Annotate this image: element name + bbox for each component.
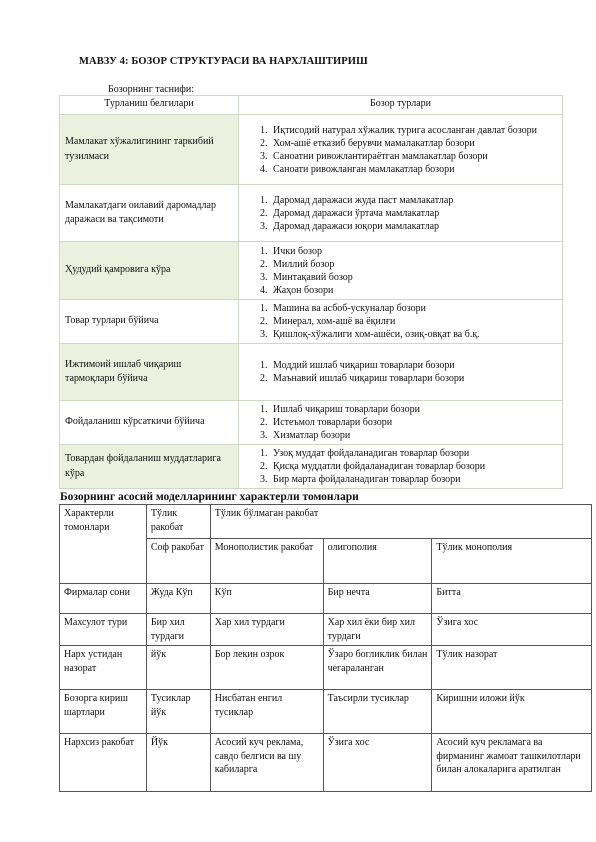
table-cell: Нисбатан енгил тусиклар: [210, 690, 323, 734]
types-cell: [239, 300, 563, 344]
page-title: МАВЗУ 4: БОЗОР СТРУКТУРАСИ ВА НАРХЛАШТИРИШ: [79, 56, 368, 67]
table-row: [60, 734, 592, 792]
types-list: [244, 124, 557, 176]
table-cell: Асосий куч рекламага ва фирманинг жамоат ташкилотлари билан алокаларига аратилган: [432, 734, 592, 792]
table-header-row: [60, 505, 592, 539]
table-row: [60, 690, 592, 734]
table-row: [60, 646, 592, 690]
header-criteria: Турланиш белгилари: [60, 96, 239, 115]
list-item: 1. Ишлаб чиқариш товарлари бозори: [270, 403, 557, 416]
list-item: 2. Маънавий ишлаб чиқариш товарлари бозори: [270, 372, 557, 385]
table-row: [60, 584, 592, 614]
list-item: 2. Миллий бозор: [270, 258, 557, 271]
header-monopolistic-competition: Монополистик ракобат: [210, 539, 323, 584]
list-item: 1. Ички бозор: [270, 245, 557, 258]
table-header-row: [60, 96, 563, 115]
list-item: 2. Хом-ашё етказиб берувчи мамалакатлар бозори: [270, 137, 557, 150]
types-list: [244, 403, 557, 442]
table-cell: Фирмалар сони: [60, 584, 147, 614]
criterion-cell: Товардан фойдаланиш муддатларига кўра: [60, 445, 239, 489]
list-item: 1. Иқтисодий натурал хўжалик турига асосланган давлат бозори: [270, 124, 557, 137]
types-cell: [239, 401, 563, 445]
table-cell: Хар хил турдаги: [210, 614, 323, 646]
table-cell: Йўк: [146, 734, 210, 792]
table-row: [60, 300, 563, 344]
table-cell: Жуда Кўп: [146, 584, 210, 614]
criterion-cell: Мамлакат хўжалигининг таркибий тузилмаси: [60, 115, 239, 185]
table-cell: Ўзига хос: [432, 614, 592, 646]
table-cell: Ўзаро богликлик билан чегараланган: [323, 646, 432, 690]
table-cell: Бир хил турдаги: [146, 614, 210, 646]
market-models-table: [59, 504, 592, 792]
table-cell: Бир нечта: [323, 584, 432, 614]
types-cell: [239, 344, 563, 401]
types-list: [244, 245, 557, 297]
header-perfect-competition: Тўлик ракобат: [146, 505, 210, 539]
list-item: 4. Саноати ривожланган мамлакатлар бозори: [270, 163, 557, 176]
criterion-cell: Фойдаланиш кўрсаткичи бўйича: [60, 401, 239, 445]
header-pure-competition: Соф ракобат: [146, 539, 210, 584]
types-list: [244, 359, 557, 385]
table-cell: Тўлик назорат: [432, 646, 592, 690]
table-cell: Нарх устидан назорат: [60, 646, 147, 690]
types-cell: [239, 185, 563, 242]
table-cell: Ўзига хос: [323, 734, 432, 792]
criterion-cell: Мамлакатдаги оилавий даромадлар даражаси ва тақсимоти: [60, 185, 239, 242]
market-classification-table: [59, 95, 563, 489]
table-cell: Кўп: [210, 584, 323, 614]
list-item: 2. Минерал, хом-ашё ва ёқилғи: [270, 315, 557, 328]
table-cell: Нархсиз ракобат: [60, 734, 147, 792]
table-cell: Киришни иложи йўк: [432, 690, 592, 734]
list-item: 3. Хизматлар бозори: [270, 429, 557, 442]
list-item: 2. Қисқа муддатли фойдаланадиган товарлар бозори: [270, 460, 557, 473]
header-characteristics: Характерли томонлари: [60, 505, 147, 584]
table-row: [60, 445, 563, 489]
types-cell: [239, 115, 563, 185]
criterion-cell: Товар турлари бўйича: [60, 300, 239, 344]
table-row: [60, 401, 563, 445]
list-item: 3. Саноатни ривожлантираётган мамлакатлар бозори: [270, 150, 557, 163]
header-monopoly: Тўлик монополия: [432, 539, 592, 584]
section-subtitle: Бозорнинг асосий моделларининг характерли томонлари: [60, 491, 359, 503]
table-cell: йўк: [146, 646, 210, 690]
list-item: 1. Машина ва асбоб-ускуналар бозори: [270, 302, 557, 315]
list-item: 1. Моддий ишлаб чиқариш товарлари бозори: [270, 359, 557, 372]
table-cell: Битта: [432, 584, 592, 614]
table-caption: Бозорнинг таснифи:: [108, 84, 194, 95]
list-item: 3. Даромад даражаси юқори мамлакатлар: [270, 220, 557, 233]
list-item: 3. Бир марта фойдаланадиган товарлар бозори: [270, 473, 557, 486]
types-cell: [239, 242, 563, 300]
table-row: [60, 185, 563, 242]
list-item: 2. Даромад даражаси ўртача мамлакатлар: [270, 207, 557, 220]
table-cell: Асосий куч реклама, савдо белгиси ва шу кабиларга: [210, 734, 323, 792]
list-item: 3. Қишлоқ-хўжалиги хом-ашёси, озиқ-овқат ва б.қ.: [270, 328, 557, 341]
types-cell: [239, 445, 563, 489]
list-item: 1. Узоқ муддат фойдаланадиган товарлар бозори: [270, 447, 557, 460]
types-list: [244, 302, 557, 341]
header-imperfect-competition: Тўлик бўлмаган ракобат: [210, 505, 591, 539]
header-market-types: Бозор турлари: [239, 96, 563, 115]
criterion-cell: Ижтимоий ишлаб чиқариш тармоқлари бўйича: [60, 344, 239, 401]
table-row: [60, 242, 563, 300]
table-cell: Тусиклар йўк: [146, 690, 210, 734]
table-cell: Хар хил ёки бир хил турдаги: [323, 614, 432, 646]
list-item: 3. Минтақавий бозор: [270, 271, 557, 284]
list-item: 2. Истеъмол товарлари бозори: [270, 416, 557, 429]
table-cell: Бозорга кириш шартлари: [60, 690, 147, 734]
table-cell: Таъсирли тусиклар: [323, 690, 432, 734]
criterion-cell: Ҳудудий қамровига кўра: [60, 242, 239, 300]
list-item: 4. Жаҳон бозори: [270, 284, 557, 297]
header-oligopoly: олигополия: [323, 539, 432, 584]
types-list: [244, 194, 557, 233]
list-item: 1. Даромад даражаси жуда паст мамлакатлар: [270, 194, 557, 207]
table-cell: Махсулот тури: [60, 614, 147, 646]
table-row: [60, 344, 563, 401]
types-list: [244, 447, 557, 486]
table-row: [60, 614, 592, 646]
table-cell: Бор лекин озрок: [210, 646, 323, 690]
table-row: [60, 115, 563, 185]
